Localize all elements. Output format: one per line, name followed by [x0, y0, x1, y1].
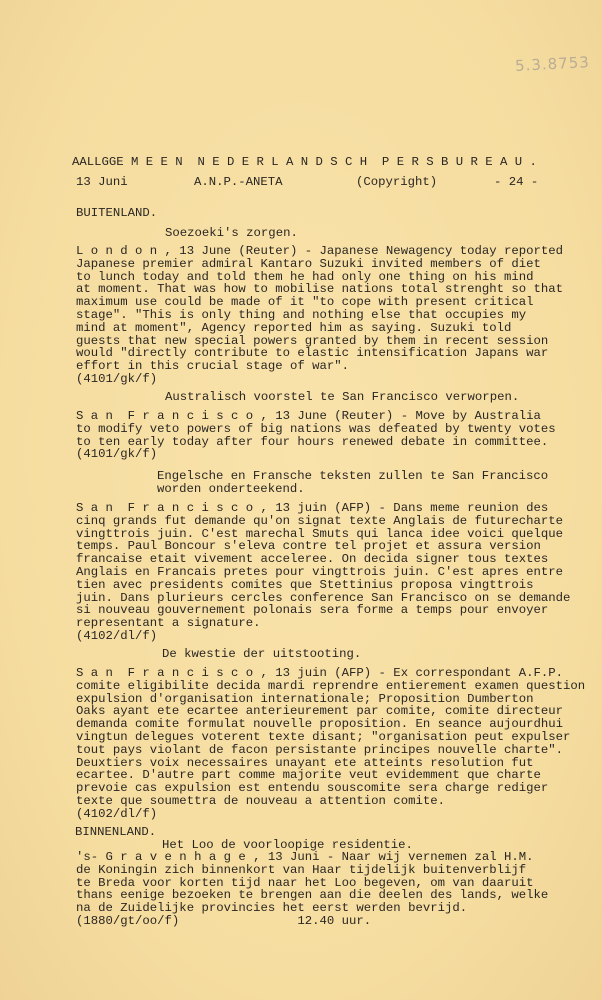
- article-body: [76, 502, 570, 643]
- article-body: [76, 667, 585, 821]
- body-line: effort in this crucial stage of war".: [76, 359, 350, 374]
- body-line: to ten early today after four hours renewed debate in committee.: [76, 434, 549, 449]
- body-line: thans eenige bezoeken te brengen aan die deelen des lands, welke: [76, 888, 549, 903]
- body-line: de Koningin zich binnenkort van Haar tijdelijk buitenverblijf: [76, 862, 527, 877]
- body-line: stage". "This is only thing and nothing else that occupies my: [76, 307, 527, 322]
- body-line: demanda comite formulat nouvelle proposition. En seance aujourdhui: [76, 717, 564, 732]
- copyright: (Copyright): [356, 175, 438, 189]
- body-line: na de Zuidelijke provincies het eerst werden bevrijd.: [76, 901, 468, 916]
- body-line: mind at moment", Agency reported him as saying. Suzuki told: [76, 320, 512, 335]
- headline-line: Engelsche en Fransche teksten zullen te San Francisco: [157, 469, 549, 483]
- body-line: Anglais en Francais pretes pour vingttrois juin. C'est apres entre: [76, 564, 564, 579]
- source: A.N.P.-ANETA: [194, 175, 283, 189]
- body-line: tien avec presidents comites que Stettinius proposa vingttrois: [76, 577, 534, 592]
- body-line: tout pays violant de facon persistante principes nouvelle charte".: [76, 742, 564, 757]
- body-line: prevoie cas expulsion est entendu souscomite sera charge rediger: [76, 781, 549, 796]
- body-line: L o n d o n , 13 June (Reuter) - Japanese Newagency today reported: [76, 244, 564, 258]
- body-line: si nouveau gouvernement polonais sera forme a temps pour envoyer: [76, 603, 549, 618]
- body-line: S a n F r a n c i s c o , 13 juin (AFP) - Ex correspondant A.F.P.: [76, 666, 564, 680]
- body-line: (1880/gt/oo/f) 12.40 uur.: [76, 913, 372, 928]
- body-line: te Breda voor korten tijd naar het Loo begeven, om van daaruit: [76, 875, 534, 890]
- body-line: S a n F r a n c i s c o , 13 June (Reuter) - Move by Australia: [76, 409, 541, 423]
- article-headline: [162, 648, 361, 661]
- body-line: expulsion d'organisation internationale; Proposition Dumberton: [76, 691, 534, 706]
- body-line: Oaks ayant ete ecartee anterieurement par comite, comite directeur: [76, 704, 564, 719]
- body-line: (4102/dl/f): [76, 806, 158, 821]
- body-line: S a n F r a n c i s c o , 13 juin (AFP) - Dans meme reunion des: [76, 501, 549, 515]
- article-headline: [165, 227, 298, 240]
- body-line: to modify veto powers of big nations was defeated by twenty votes: [76, 421, 556, 436]
- body-line: vingtun delegues voterent texte disant; "organisation peut expulser: [76, 729, 571, 744]
- body-line: would "directly contribute to elastic intensification Japans war: [76, 346, 549, 361]
- body-line: 's- G r a v e n h a g e , 13 Juni - Naar wij vernemen zal H.M.: [76, 850, 534, 864]
- article-body: [76, 410, 556, 461]
- headline-line: De kwestie der uitstooting.: [162, 647, 362, 661]
- page-number: - 24 -: [494, 175, 539, 189]
- body-line: comite eligibilite decida mardi reprendre entierement examen question: [76, 678, 586, 693]
- archive-mark: 5.3.8753: [514, 53, 591, 75]
- headline-line: Het Loo de voorloopige residentie.: [162, 838, 413, 852]
- body-line: maximum use could be made of it "to cope with present critical: [76, 295, 534, 310]
- agency-name: AALLGGE M E E N N E D E R L A N D S C H P E R S B U R E A U .: [72, 155, 537, 169]
- article-body: [76, 851, 548, 928]
- headline-line: worden onderteekend.: [157, 481, 305, 496]
- headline-line: Soezoeki's zorgen.: [165, 226, 298, 240]
- body-line: at moment. That was how to mobilise nations total strenght so that: [76, 282, 564, 297]
- article-headline: [157, 470, 548, 496]
- body-line: francaise etait vivement acceleree. On decida signer tous textes: [76, 552, 549, 567]
- section-foreign: BUITENLAND.: [76, 206, 158, 220]
- body-line: Deuxtiers voix necessaires unayant ete atteints resolution fut: [76, 755, 534, 770]
- body-line: texte que soumettra de nouveau a attention comite.: [76, 793, 445, 808]
- body-line: Japanese premier admiral Kantaro Suzuki invited members of diet: [76, 256, 541, 271]
- body-line: cinq grands fut demande qu'on signat texte Anglais de futurecharte: [76, 513, 564, 528]
- body-line: ecartee. D'autre part comme majorite veut evidemment que charte: [76, 768, 541, 783]
- body-line: guests that new special powers granted by them in recent session: [76, 333, 549, 348]
- section-domestic: BINNENLAND.: [75, 825, 157, 839]
- body-line: representant a signature.: [76, 616, 261, 631]
- headline-line: Australisch voorstel te San Francisco verworpen.: [165, 390, 520, 404]
- body-line: (4101/gk/f): [76, 371, 158, 386]
- date: 13 Juni: [76, 175, 128, 189]
- body-line: temps. Paul Boncour s'eleva contre tel projet et assura version: [76, 539, 541, 554]
- body-line: vingttrois juin. C'est marechal Smuts qui lanca idee voici quelque: [76, 526, 564, 541]
- body-line: (4101/gk/f): [76, 447, 158, 462]
- article-body: [76, 245, 563, 386]
- article-headline: [165, 391, 519, 404]
- body-line: juin. Dans plurieurs cercles conference San Francisco on se demande: [76, 590, 571, 605]
- body-line: (4102/dl/f): [76, 628, 158, 643]
- body-line: to lunch today and told them he had only one thing on his mind: [76, 269, 534, 284]
